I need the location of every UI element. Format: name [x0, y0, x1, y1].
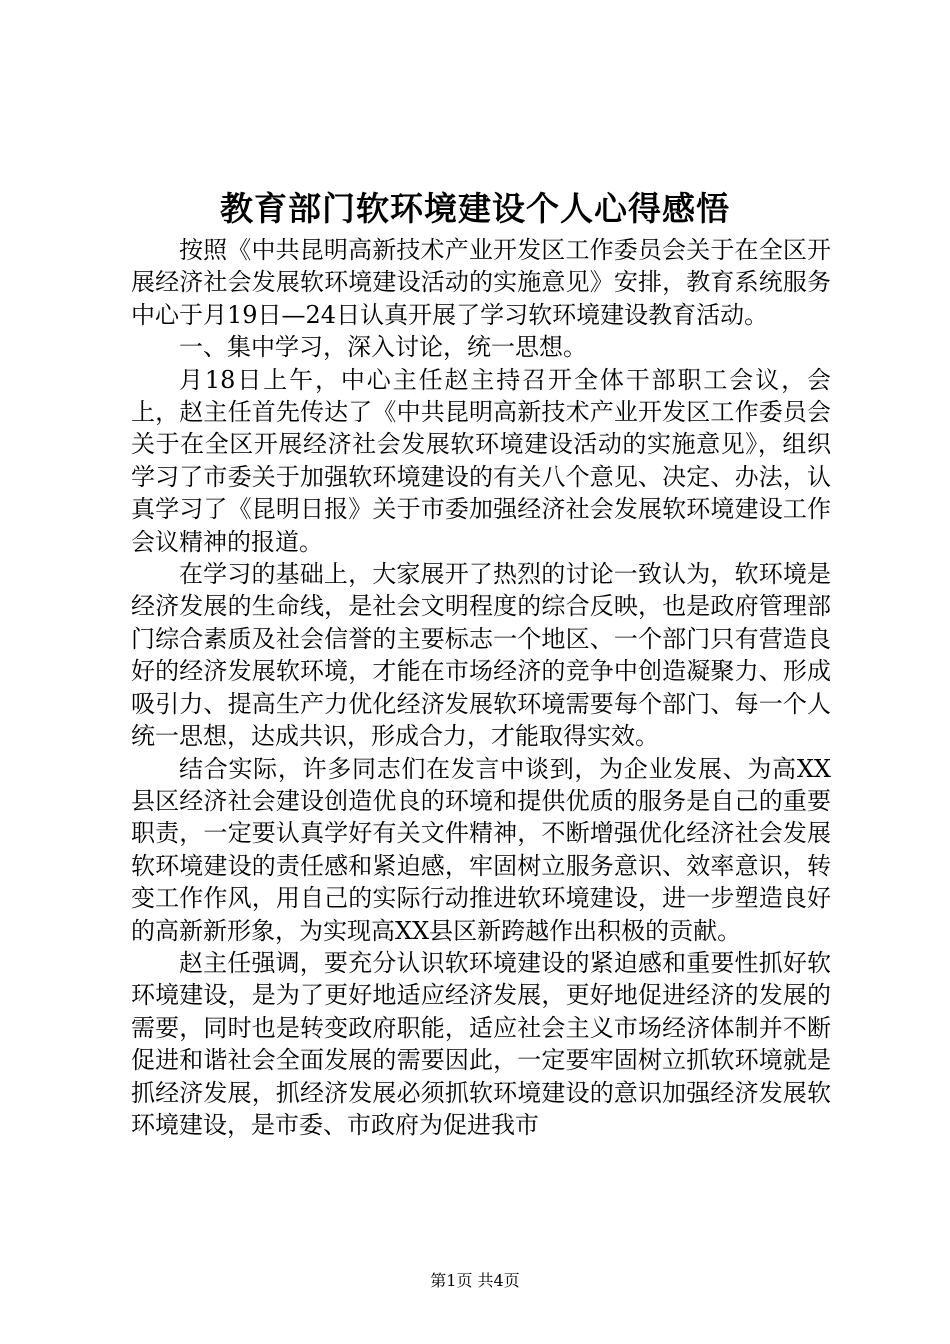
- paragraph-meeting: 月18日上午，中心主任赵主持召开全体干部职工会议，会上，赵主任首先传达了《中共昆明高新技术产业开发区工作委员会关于在全区开展经济社会发展软环境建设活动的实施意见》，组织学习了市委关于加强软环境建设的有关八个意见、决定、办法，认真学习了《昆明日报》关于市委加强经济社会发展软环境建设工作会议精神的报道。: [131, 365, 831, 556]
- document-title: 教育部门软环境建设个人心得感悟: [220, 189, 730, 228]
- document-body: [131, 234, 831, 1141]
- paragraph-practice: 结合实际，许多同志们在发言中谈到，为企业发展、为高XX县区经济社会建设创造优良的环境和提供优质的服务是自己的重要职责，一定要认真学好有关文件精神，不断增强优化经济社会发展软环境建设的责任感和紧迫感，牢固树立服务意识、效率意识，转变工作作风，用自己的实际行动推进软环境建设，进一步塑造良好的高新新形象，为实现高XX县区新跨越作出积极的贡献。: [131, 754, 831, 945]
- paragraph-discussion: 在学习的基础上，大家展开了热烈的讨论一致认为，软环境是经济发展的生命线，是社会文明程度的综合反映，也是政府管理部门综合素质及社会信誉的主要标志一个地区、一个部门只有营造良好的经济发展软环境，才能在市场经济的竞争中创造凝聚力、形成吸引力、提高生产力优化经济发展软环境需要每个部门、每一个人统一思想，达成共识，形成合力，才能取得实效。: [131, 560, 831, 751]
- paragraph-emphasis: 赵主任强调，要充分认识软环境建设的紧迫感和重要性抓好软环境建设，是为了更好地适应经济发展，更好地促进经济的发展的需要，同时也是转变政府职能，适应社会主义市场经济体制并不断促进和谐社会全面发展的需要因此，一定要牢固树立抓软环境就是抓经济发展，抓经济发展必须抓软环境建设的意识加强经济发展软环境建设，是市委、市政府为促进我市: [131, 948, 831, 1139]
- paragraph-intro: 按照《中共昆明高新技术产业开发区工作委员会关于在全区开展经济社会发展软环境建设活动的实施意见》安排，教育系统服务中心于月19日—24日认真开展了学习软环境建设教育活动。: [131, 236, 831, 329]
- page-number-footer: 第1页 共4页: [430, 1271, 520, 1290]
- section-heading: 一、集中学习，深入讨论，统一思想。: [179, 333, 587, 362]
